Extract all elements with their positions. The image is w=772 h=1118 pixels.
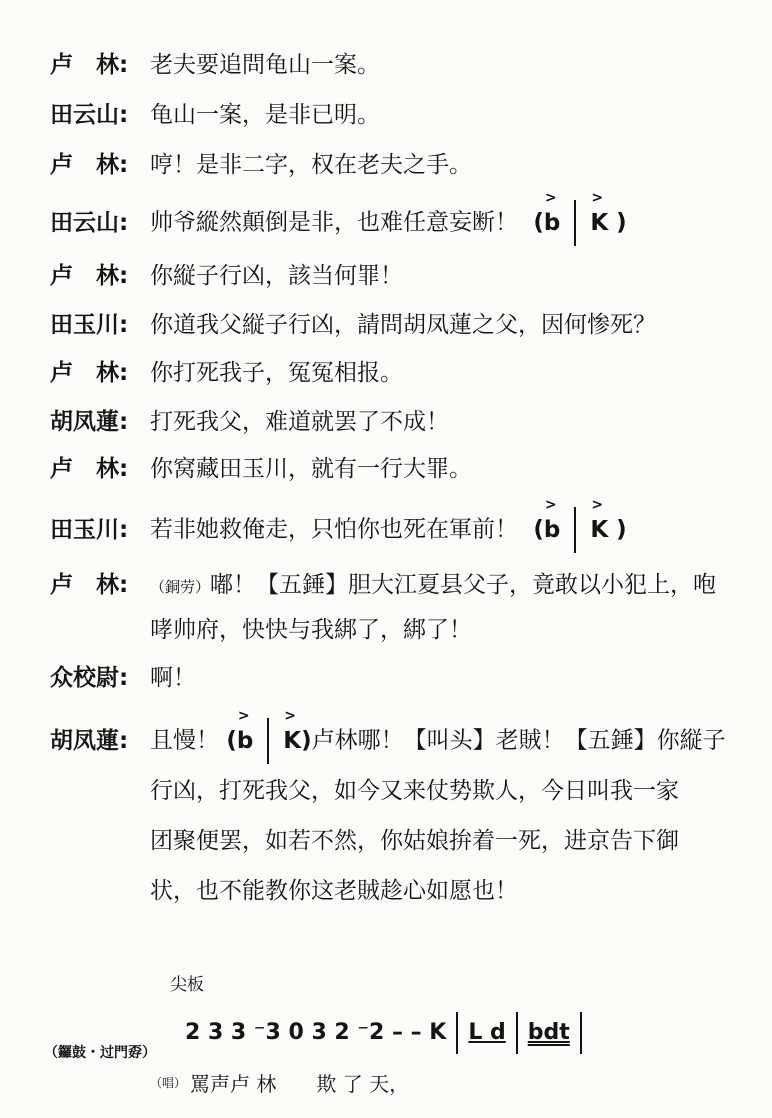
dialogue-line (50, 507, 627, 553)
line-text: 哼！是非二字，权在老夫之手。 (150, 152, 472, 178)
percussion-notation: (> b> K ) (525, 507, 626, 553)
line-continuation: 哮帅府，快快与我綁了，綁了！ (150, 617, 472, 643)
dialogue-line (50, 718, 726, 764)
percussion-notation: (> b> K) (226, 718, 311, 764)
line-text-pre: 且慢！ (150, 727, 219, 754)
speaker: 田云山: (50, 102, 129, 128)
speaker: 卢 林: (50, 572, 129, 598)
line-text-post: 卢林哪！【叫头】老賊！【五錘】你縦子 (311, 727, 726, 754)
line-text: 你縦子行凶，該当何罪！ (150, 263, 403, 289)
score-measure: bdt (527, 1020, 570, 1045)
speaker: 众校尉: (50, 665, 129, 691)
bar-line (456, 1012, 458, 1054)
speaker: 卢 林: (50, 52, 129, 78)
score-label: （鑼鼓・过門孬） (44, 1045, 156, 1061)
score-measure: L d (468, 1020, 506, 1045)
line-text: 帅爷縱然顛倒是非，也难任意妄断！ (150, 209, 518, 236)
dialogue-line (50, 146, 472, 179)
line-text: 你窝藏田玉川，就有一行大罪。 (150, 456, 472, 482)
percussion-b: > b (544, 517, 560, 543)
bar-line (516, 1012, 518, 1054)
dialogue-line (50, 200, 627, 246)
line-text: 打死我父，难道就罢了不成！ (150, 409, 449, 435)
speaker: 卢 林: (50, 456, 129, 482)
dialogue-line (50, 257, 403, 290)
bar-line (574, 200, 576, 246)
dialogue-line (50, 659, 196, 692)
speaker: 田玉川: (50, 312, 129, 338)
line-text: 你道我父縦子行凶，請問胡凤蓮之父，因何惨死？ (150, 312, 656, 338)
percussion-k: > K (590, 517, 608, 543)
bar-line (267, 718, 269, 764)
dialogue-line (50, 306, 656, 339)
line-text: 啊！ (150, 665, 196, 691)
speaker: 卢 林: (50, 263, 129, 289)
score-notes: 2 3 3 ⁻3 0 3 2 ⁻2 – – K (185, 1020, 447, 1045)
speaker: 胡凤蓮: (50, 727, 129, 754)
line-text: 你打死我子，冤冤相报。 (150, 360, 403, 386)
line-text: 龟山一案，是非已明。 (150, 102, 380, 128)
line-text: 老夫要追問龟山一案。 (150, 52, 380, 78)
music-score (185, 1012, 592, 1054)
speaker: 田玉川: (50, 516, 129, 543)
tempo-label: 尖板 (170, 975, 204, 995)
dialogue-line (50, 46, 380, 79)
bar-line (580, 1012, 582, 1054)
speaker: 卢 林: (50, 360, 129, 386)
dialogue-line (50, 566, 716, 599)
lyrics-prefix: （唱） (150, 1076, 187, 1090)
line-text: 嘟！【五錘】胆大江夏县父子，竟敢以小犯上，咆 (210, 572, 717, 598)
dialogue-line (50, 96, 380, 129)
dialogue-line (50, 403, 449, 436)
percussion-notation: (> b> K ) (525, 200, 626, 246)
stage-note: （銅劳） (150, 578, 211, 596)
line-text: 若非她救俺走，只怕你也死在軍前！ (150, 516, 518, 543)
line-continuation: 行凶，打死我父，如今又来仗势欺人，今日叫我一家 (150, 778, 679, 804)
lyrics: 罵声卢 林 欺 了 天， (190, 1072, 410, 1096)
percussion-k: > K (283, 728, 301, 754)
speaker: 胡凤蓮: (50, 409, 129, 435)
percussion-b: > b (544, 210, 560, 236)
percussion-k: > K (590, 210, 608, 236)
dialogue-line (50, 354, 403, 387)
dialogue-line (50, 450, 472, 483)
percussion-b: > b (237, 728, 253, 754)
bar-line (574, 507, 576, 553)
speaker: 田云山: (50, 209, 129, 236)
line-continuation: 团聚便罢，如若不然，你姑娘拚着一死，进京告下御 (150, 828, 679, 854)
line-continuation: 状，也不能教你这老賊趁心如愿也！ (150, 878, 518, 904)
speaker: 卢 林: (50, 152, 129, 178)
